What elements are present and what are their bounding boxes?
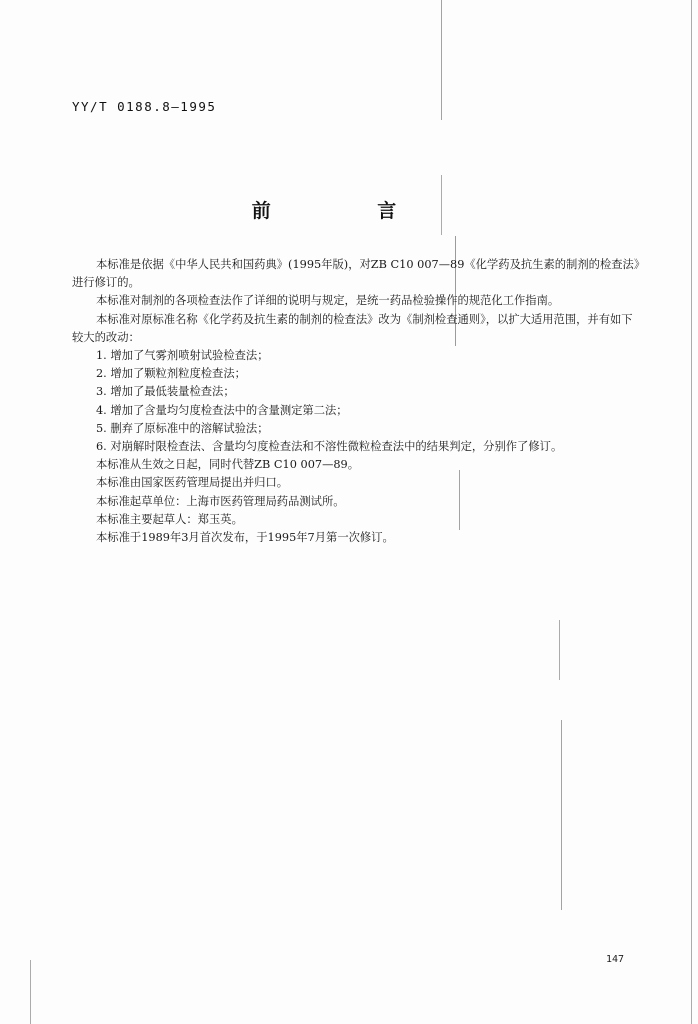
list-item: 5. 删弃了原标准中的溶解试验法； — [96, 421, 269, 435]
list-item: 6. 对崩解时限检查法、含量均匀度检查法和不溶性微粒检查法中的结果判定，分别作了修订。 — [96, 440, 563, 454]
paragraph: 本标准主要起草人：郑玉英。 — [96, 512, 243, 526]
paragraph: 本标准于1989年3月首次发布，于1995年7月第一次修订。 — [96, 531, 394, 545]
page-title: 前 言 — [251, 200, 447, 222]
paragraph: 本标准起草单位：上海市医药管理局药品测试所。 — [96, 494, 345, 508]
page-number: 147 — [606, 954, 625, 965]
scan-artifact-line — [691, 0, 692, 1024]
paragraph: 本标准从生效之日起，同时代替ZB C10 007—89。 — [96, 458, 360, 472]
scan-artifact-line — [561, 720, 562, 910]
standard-number: YY/T 0188.8—1995 — [72, 99, 217, 114]
paragraph: 本标准对制剂的各项检查法作了详细的说明与规定，是统一药品检验操作的规范化工作指南。 — [96, 294, 560, 308]
list-item: 2. 增加了颗粒剂粒度检查法； — [96, 367, 246, 381]
list-item: 4. 增加了含量均匀度检查法中的含量测定第二法； — [96, 403, 348, 417]
list-item: 1. 增加了气雾剂喷射试验检查法； — [96, 349, 269, 363]
foreword-body — [72, 256, 642, 547]
list-item: 3. 增加了最低装量检查法； — [96, 385, 235, 399]
paragraph: 本标准由国家医药管理局提出并归口。 — [96, 476, 289, 490]
scan-artifact-line — [30, 960, 31, 1024]
paragraph: 本标准是依据《中华人民共和国药典》(1995年版)，对ZB C10 007—89《化学药及抗生素的制剂的检查法》进行修订的。 — [72, 258, 640, 290]
scan-artifact-line — [441, 0, 442, 120]
scan-artifact-line — [559, 620, 560, 680]
paragraph: 本标准对原标准名称《化学药及抗生素的制剂的检查法》改为《制剂检查通则》，以扩大适用范围，并有如下较大的改动： — [72, 312, 633, 344]
